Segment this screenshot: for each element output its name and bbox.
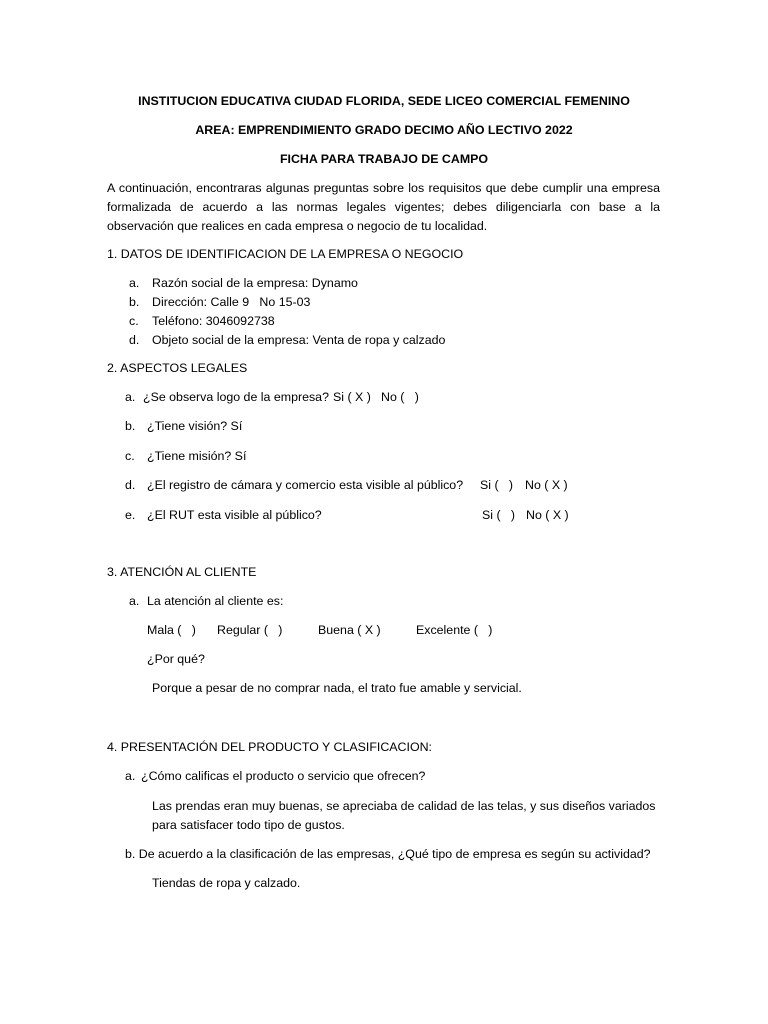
form-title: FICHA PARA TRABAJO DE CAMPO [279,152,489,166]
logo-no-option: No ( ) [381,390,419,404]
phone-item: Teléfono: 3046092738 [152,314,275,328]
logo-si-option: Si ( X ) [333,390,371,404]
address-item: Dirección: Calle 9 No 15-03 [152,295,311,309]
intro-line: A continuación, encontraras algunas preguntas sobre los requisitos que debe cumplir una empresa [107,181,660,195]
list-marker: a. [125,390,136,404]
list-marker: b. [125,419,136,433]
option-regular: Regular ( ) [217,623,283,637]
registry-si-option: Si ( ) [480,478,514,492]
classification-answer: Tiendas de ropa y calzado. [152,876,301,890]
vision-question: ¿Tiene visión? Sí [147,419,243,433]
list-marker: a. [129,594,140,608]
option-mala: Mala ( ) [147,623,196,637]
section2-heading: 2. ASPECTOS LEGALES [107,361,248,375]
list-marker: d. [125,478,136,492]
intro-line: observación que realices en cada empresa o negocio de tu localidad. [107,219,488,233]
list-marker: c. [129,314,139,328]
why-label: ¿Por qué? [147,652,205,666]
rut-question: ¿El RUT esta visible al público? [147,508,322,522]
intro-paragraph [107,179,660,236]
customer-service-question: La atención al cliente es: [147,594,284,608]
company-name-item: Razón social de la empresa: Dynamo [152,276,358,290]
list-marker: b. [129,295,140,309]
product-answer-line: para satisfacer todo tipo de gustos. [152,818,345,832]
logo-question: ¿Se observa logo de la empresa? [143,390,329,404]
rut-no-option: No ( X ) [526,508,569,522]
list-marker: d. [129,333,140,347]
option-buena: Buena ( X ) [318,623,381,637]
intro-line: formalizada de acuerdo a las normas legales vigentes; debes diligenciarla con base a la [107,200,660,214]
list-marker: a. [125,769,136,783]
option-excelente: Excelente ( ) [416,623,493,637]
section4-heading: 4. PRESENTACIÓN DEL PRODUCTO Y CLASIFICACION: [107,740,432,754]
rut-si-option: Si ( ) [482,508,516,522]
section1-heading: 1. DATOS DE IDENTIFICACION DE LA EMPRESA O NEGOCIO [107,247,464,261]
product-answer-line: Las prendas eran muy buenas, se apreciaba de calidad de las telas, y sus diseños variados [152,799,656,813]
business-purpose-item: Objeto social de la empresa: Venta de ropa y calzado [152,333,446,347]
classification-question: b. De acuerdo a la clasificación de las empresas, ¿Qué tipo de empresa es según su actividad? [125,847,651,861]
mission-question: ¿Tiene misión? Sí [147,449,247,463]
list-marker: e. [125,508,136,522]
section3-heading: 3. ATENCIÓN AL CLIENTE [107,565,257,579]
area-line: AREA: EMPRENDIMIENTO GRADO DECIMO AÑO LECTIVO 2022 [195,123,573,137]
registry-no-option: No ( X ) [525,478,568,492]
product-question: ¿Cómo calificas el producto o servicio que ofrecen? [141,769,426,783]
customer-service-answer: Porque a pesar de no comprar nada, el trato fue amable y servicial. [152,681,522,695]
registry-question: ¿El registro de cámara y comercio esta visible al público? [147,478,464,492]
list-marker: c. [125,449,135,463]
institution-title: INSTITUCION EDUCATIVA CIUDAD FLORIDA, SEDE LICEO COMERCIAL FEMENINO [138,94,630,108]
list-marker: a. [129,276,140,290]
